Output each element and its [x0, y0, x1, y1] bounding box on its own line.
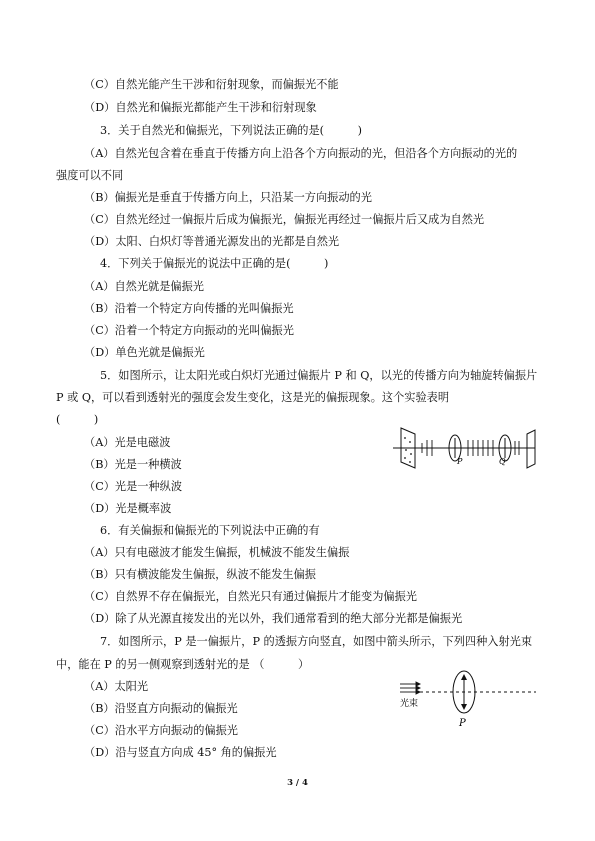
q6-option-b: （B）只有横波能发生偏振，纵波不能发生偏振	[84, 568, 316, 581]
q3-option-a: （A）自然光包含着在垂直于传播方向上沿各个方向振动的光，但沿各个方向振动的光的	[84, 147, 518, 160]
q3-option-d: （D）太阳、白炽灯等普通光源发出的光都是自然光	[84, 235, 340, 248]
figure-label-q: Q	[499, 457, 506, 466]
q5-stem-line1: 5．如图所示，让太阳光或白炽灯光通过偏振片 P 和 Q，以光的传播方向为轴旋转偏振片	[100, 369, 538, 382]
q5-option-c: （C）光是一种纵波	[84, 480, 183, 493]
q5-option-d: （D）光是概率波	[84, 502, 172, 515]
q5-option-b: （B）光是一种横波	[84, 458, 182, 471]
q7-option-b: （B）沿竖直方向振动的偏振光	[84, 702, 238, 715]
polarizer-experiment-figure	[393, 424, 543, 474]
q7-option-c: （C）沿水平方向振动的偏振光	[84, 724, 238, 737]
beam-label: 光束	[400, 699, 419, 709]
q4-option-a: （A）自然光就是偏振光	[84, 280, 204, 293]
q2-option-c: （C）自然光能产生干涉和衍射现象，而偏振光不能	[84, 78, 339, 91]
q6-option-c: （C）自然界不存在偏振光，自然光只有通过偏振片才能变为偏振光	[84, 590, 417, 603]
q6-option-a: （A）只有电磁波才能发生偏振，机械波不能发生偏振	[84, 546, 350, 559]
q5-stem-line3: ( )	[56, 413, 99, 426]
page-number: 3 / 4	[287, 778, 308, 788]
q7-option-a: （A）太阳光	[84, 680, 149, 693]
q4-stem: 4．下列关于偏振光的说法中正确的是( )	[100, 257, 329, 270]
q6-stem: 6．有关偏振和偏振光的下列说法中正确的有	[100, 524, 320, 537]
q7-stem-line1: 7．如图所示，P 是一偏振片，P 的透振方向竖直，如图中箭头所示，下列四种入射光束	[100, 635, 533, 648]
q4-option-b: （B）沿着一个特定方向传播的光叫偏振光	[84, 302, 294, 315]
q2-option-d: （D）自然光和偏振光都能产生干涉和衍射现象	[84, 101, 317, 114]
q4-option-c: （C）沿着一个特定方向振动的光叫偏振光	[84, 324, 294, 337]
q7-stem-line2: 中，能在 P 的另一侧观察到透射光的是 （ ）	[56, 658, 310, 671]
polarizer-label-p: P	[459, 718, 466, 729]
q5-option-a: （A）光是电磁波	[84, 436, 171, 449]
q3-option-a-cont: 强度可以不同	[56, 169, 124, 182]
q4-option-d: （D）单色光就是偏振光	[84, 346, 205, 359]
q3-option-c: （C）自然光经过一偏振片后成为偏振光，偏振光再经过一偏振片后又成为自然光	[84, 213, 485, 226]
figure-label-p: P	[457, 457, 463, 466]
q3-stem: 3．关于自然光和偏振光，下列说法正确的是( )	[100, 124, 362, 137]
q7-option-d: （D）沿与竖直方向成 45° 角的偏振光	[84, 746, 277, 759]
q3-option-b: （B）偏振光是垂直于传播方向上，只沿某一方向振动的光	[84, 191, 372, 204]
q6-option-d: （D）除了从光源直接发出的光以外，我们通常看到的绝大部分光都是偏振光	[84, 612, 463, 625]
polarizer-p-figure	[398, 668, 538, 736]
q5-stem-line2: P 或 Q，可以看到透射光的强度会发生变化，这是光的偏振现象。这个实验表明	[56, 391, 450, 404]
